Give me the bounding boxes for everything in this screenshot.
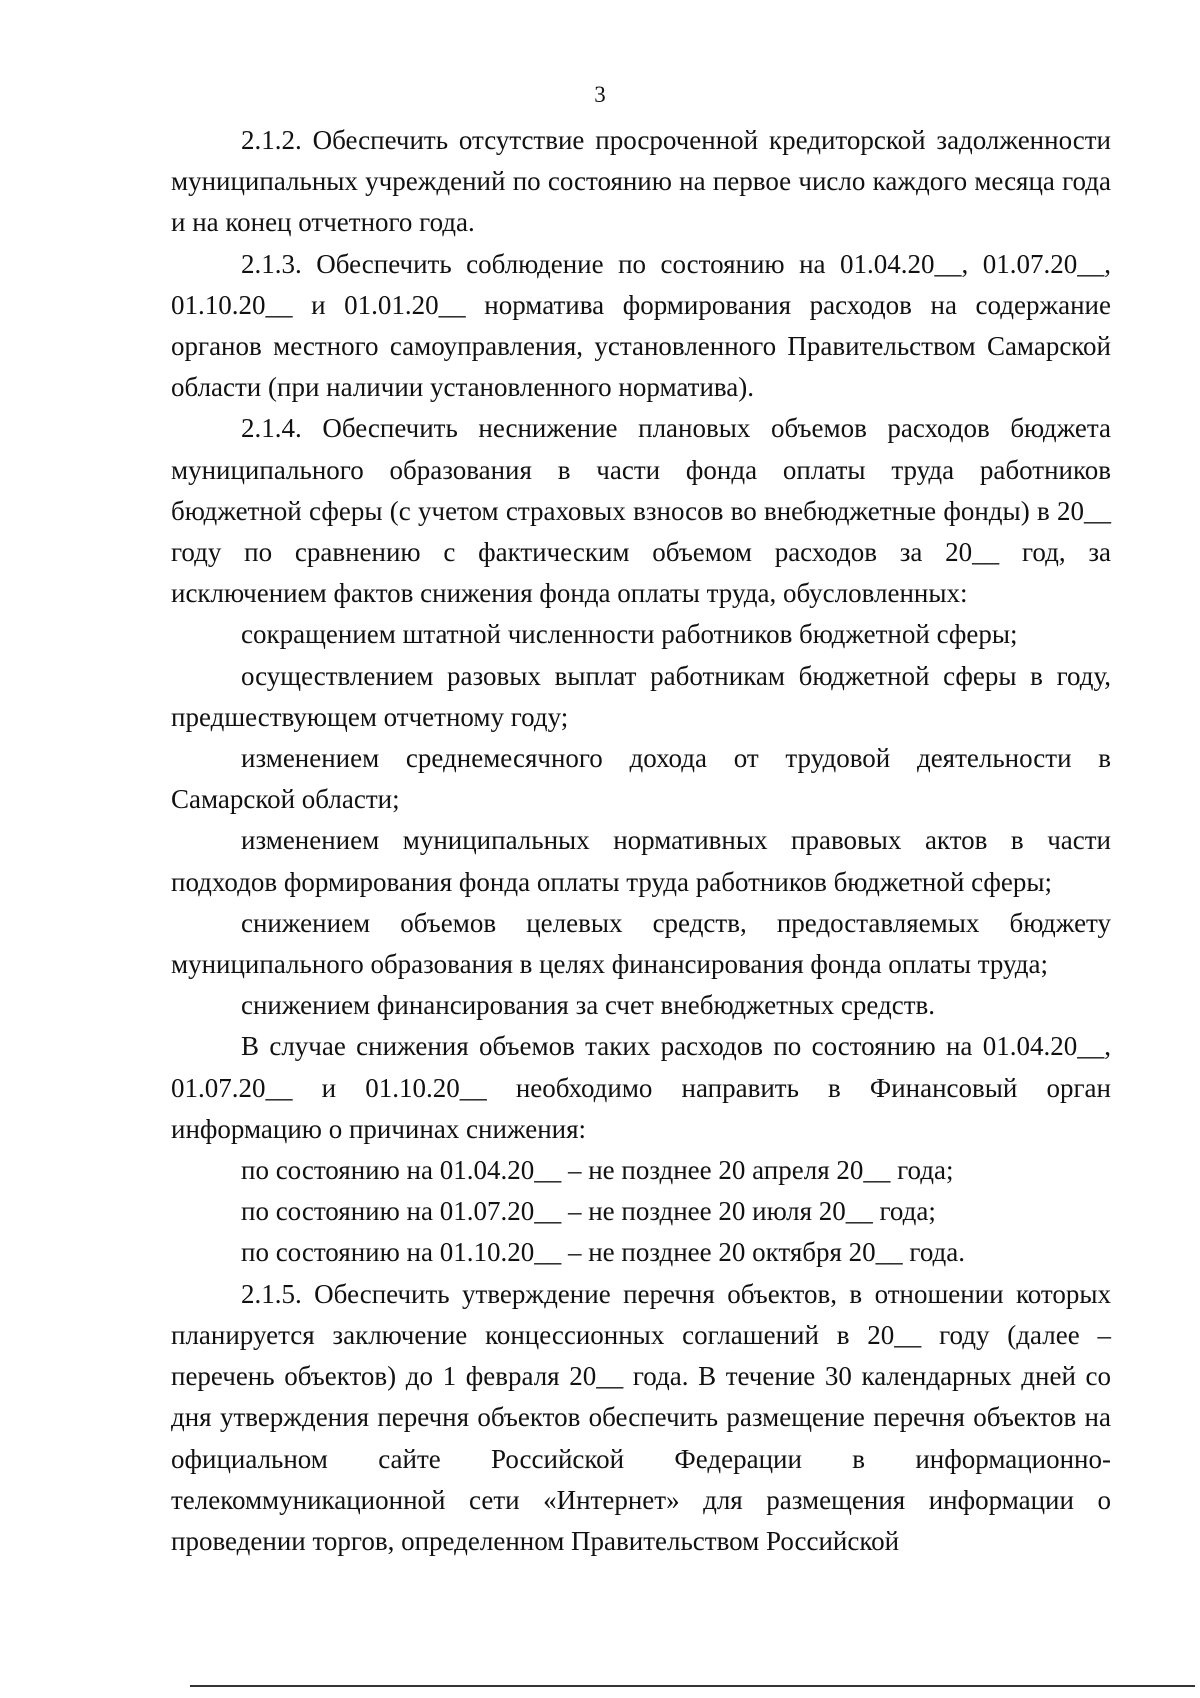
deadline-item-october: по состоянию на 01.10.20__ – не позднее 20 октября 20__ года.: [241, 1237, 966, 1268]
footer-divider: [190, 1685, 1195, 1687]
paragraph-2-1-4: 2.1.4. Обеспечить неснижение плановых объемов расходов бюджета муниципального образования в части фонда оплаты труда работников бюджетной сферы (с учетом страховых взносов во внебюджетные фонды) в 20__ году по сравнению с фактическим объемом расходов за 20__ год, за исключением фактов снижения фонда оплаты труда, обусловленных:: [171, 413, 1111, 609]
page-number: 3: [594, 82, 606, 107]
list-item-acts-change: изменением муниципальных нормативных правовых актов в части подходов формирования фонда оплаты труда работников бюджетной сферы;: [171, 825, 1111, 897]
list-item-income-change: изменением среднемесячного дохода от трудовой деятельности в Самарской области;: [171, 743, 1111, 815]
paragraph-2-1-5: 2.1.5. Обеспечить утверждение перечня объектов, в отношении которых планируется заключение концессионных соглашений в 20__ году (далее – перечень объектов) до 1 февраля 20__ года. В течение 30 календарных дней со дня утверждения перечня объектов обеспечить размещение перечня объектов на официальном сайте Российской Федерации в информационно-телекоммуникационной сети «Интернет» для размещения информации о проведении торгов, определенном Правительством Российской: [171, 1278, 1111, 1556]
paragraph-2-1-3: 2.1.3. Обеспечить соблюдение по состоянию на 01.04.20__, 01.07.20__, 01.10.20__ и 01.01.20__ норматива формирования расходов на содержание органов местного самоуправления, установленного Правительством Самарской области (при наличии установленного норматива).: [171, 248, 1111, 403]
document-body: [171, 120, 1111, 1562]
deadline-item-april: по состоянию на 01.04.20__ – не позднее 20 апреля 20__ года;: [241, 1155, 954, 1186]
list-item-one-time-payments: осуществлением разовых выплат работникам бюджетной сферы в году, предшествующем отчетному году;: [171, 660, 1111, 732]
list-item-staff-reduction: сокращением штатной численности работников бюджетной сферы;: [241, 619, 1018, 650]
list-item-targeted-funds: снижением объемов целевых средств, предоставляемых бюджету муниципального образования в целях финансирования фонда оплаты труда;: [171, 907, 1111, 980]
paragraph-2-1-2: 2.1.2. Обеспечить отсутствие просроченной кредиторской задолженности муниципальных учреждений по состоянию на первое число каждого месяца года и на конец отчетного года.: [171, 125, 1111, 238]
deadline-item-july: по состоянию на 01.07.20__ – не позднее 20 июля 20__ года;: [241, 1196, 936, 1227]
paragraph-decrease-case: В случае снижения объемов таких расходов по состоянию на 01.04.20__, 01.07.20__ и 01.10.20__ необходимо направить в Финансовый орган информацию о причинах снижения:: [171, 1031, 1111, 1144]
list-item-extrabudgetary: снижением финансирования за счет внебюджетных средств.: [241, 990, 936, 1021]
